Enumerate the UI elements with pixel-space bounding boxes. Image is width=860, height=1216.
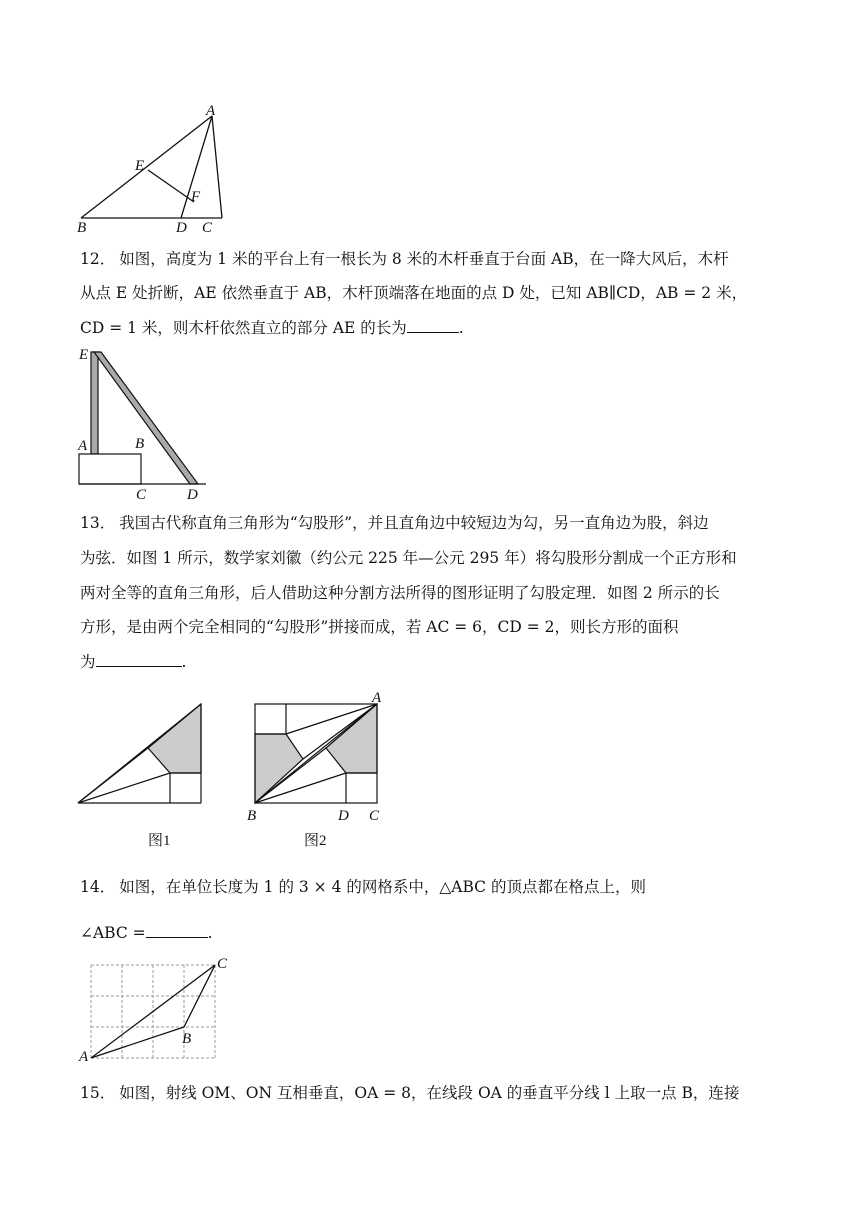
label-B: B (77, 220, 87, 236)
label-A: A (206, 103, 216, 119)
figure-caption-2: 图2 (304, 833, 327, 849)
label-D: D (338, 808, 349, 824)
figure-caption-1: 图1 (148, 833, 171, 849)
problem-12-line-1: 12． 如图，高度为 1 米的平台上有一根长为 8 米的木杆垂直于台面 AB，在一降大风后，木杆 (80, 250, 729, 268)
answer-blank-14[interactable] (146, 923, 208, 938)
figure-11-triangle (70, 102, 230, 234)
label-B: B (247, 808, 257, 824)
figure-13-2 (243, 690, 393, 854)
problem-13-line-2: 为弦．如图 1 所示，数学家刘徽（约公元 225 年—公元 295 年）将勾股形分割成一个正方形和 (80, 549, 737, 567)
problem-13-line-4: 方形，是由两个完全相同的“勾股形”拼接而成，若 AC = 6，CD = 2，则长方形的面积 (80, 618, 679, 636)
label-D: D (187, 487, 198, 503)
figure-14-grid (74, 952, 244, 1064)
label-A: A (78, 438, 88, 454)
problem-13-line-3: 两对全等的直角三角形，后人借助这种分割方法所得的图形证明了勾股定理．如图 2 所示的长 (80, 584, 720, 602)
label-A: A (79, 1049, 89, 1065)
label-E: E (79, 347, 89, 363)
answer-blank-13[interactable] (96, 652, 182, 667)
answer-blank-12[interactable] (407, 318, 459, 333)
label-B: B (182, 1031, 192, 1047)
problem-13-line-1: 13． 我国古代称直角三角形为“勾股形”，并且直角边中较短边为勾，另一直角边为股，斜边 (80, 514, 709, 532)
label-A: A (372, 690, 382, 706)
label-E: E (135, 158, 145, 174)
problem-14-line-2: ∠ABC = . (80, 924, 213, 942)
problem-12-number: 12． (80, 250, 116, 268)
label-C: C (136, 487, 147, 503)
figure-13-1 (70, 696, 220, 854)
label-B: B (135, 436, 145, 452)
figure-12-broken-pole (72, 346, 212, 502)
label-C: C (202, 220, 213, 236)
label-F: F (191, 189, 201, 205)
problem-14-number: 14． (80, 878, 116, 896)
problem-13-number: 13． (80, 514, 116, 532)
problem-13-line-5: 为 . (80, 653, 187, 671)
label-C: C (369, 808, 380, 824)
problem-15-number: 15． (80, 1084, 116, 1102)
problem-12-line-2: 从点 E 处折断，AE 依然垂直于 AB，木杆顶端落在地面的点 D 处，已知 AB∥CD，AB = 2 米， (80, 284, 748, 302)
problem-15-line-1: 15． 如图，射线 OM、ON 互相垂直，OA = 8，在线段 OA 的垂直平分线 l 上取一点 B，连接 (80, 1084, 740, 1102)
problem-14-line-1: 14． 如图，在单位长度为 1 的 3 × 4 的网格系中，△ABC 的顶点都在格点上，则 (80, 878, 646, 896)
problem-12-line-3: CD = 1 米，则木杆依然直立的部分 AE 的长为 . (80, 319, 464, 337)
label-D: D (176, 220, 187, 236)
label-C: C (217, 956, 228, 972)
